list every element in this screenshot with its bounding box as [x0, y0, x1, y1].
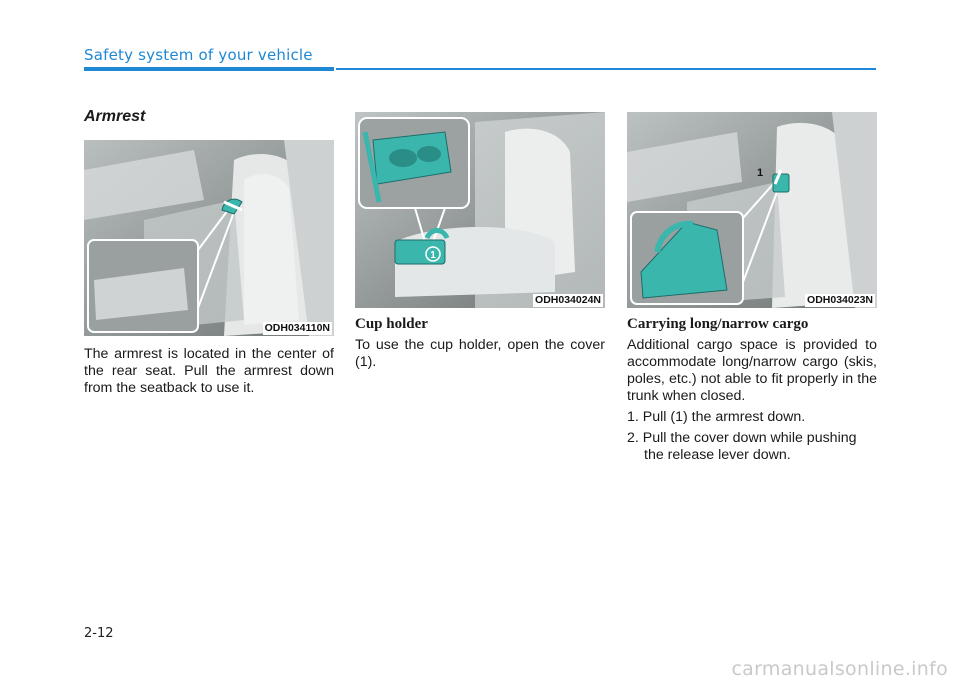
cargo-figure — [627, 112, 877, 308]
armrest-body: The armrest is located in the center of the rear seat. Pull the armrest down from the seatback to use it. — [84, 346, 334, 396]
cup-holder-column — [355, 112, 605, 371]
cargo-body: Additional cargo space is provided to accommodate long/narrow cargo (skis, poles, etc.) not able to fit properly in the trunk when closed. — [627, 337, 877, 404]
page-number: 2-12 — [84, 626, 114, 641]
cargo-column — [627, 112, 877, 464]
cargo-callout: 1 — [756, 167, 764, 179]
cargo-step: 2. Pull the cover down while pushing the release lever down. — [627, 430, 857, 463]
cup-holder-body: To use the cup holder, open the cover (1). — [355, 337, 605, 370]
section-header: Safety system of your vehicle — [84, 46, 313, 64]
cup-holder-figure-code: ODH034024N — [535, 294, 601, 306]
armrest-column — [84, 108, 334, 397]
watermark: carmanualsonline.info — [731, 658, 948, 680]
armrest-figure — [84, 140, 334, 336]
armrest-illustration — [84, 140, 334, 336]
cargo-title: Carrying long/narrow cargo — [627, 316, 809, 332]
cargo-illustration — [627, 112, 877, 308]
cargo-step: 1. Pull (1) the armrest down. — [627, 409, 806, 425]
cup-holder-callout: 1 — [430, 250, 436, 261]
cup-holder-illustration — [355, 112, 605, 308]
armrest-figure-code: ODH034110N — [264, 322, 330, 334]
cup-holder-figure — [355, 112, 605, 308]
armrest-title: Armrest — [84, 108, 146, 125]
header-rule-thick — [84, 67, 334, 71]
cup-holder-title: Cup holder — [355, 316, 428, 332]
cargo-figure-code: ODH034023N — [807, 294, 873, 306]
header-rule-thin — [336, 68, 876, 70]
